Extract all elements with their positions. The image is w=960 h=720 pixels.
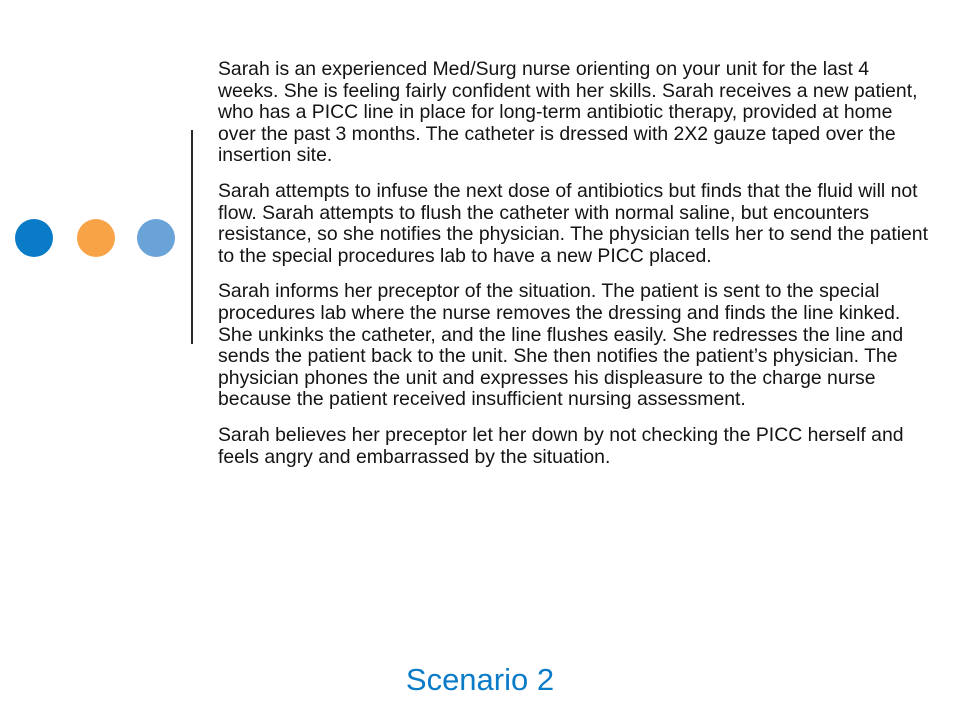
- scenario-body: [218, 59, 930, 482]
- paragraph-1: Sarah is an experienced Med/Surg nurse orienting on your unit for the last 4 weeks. She is feeling fairly confident with her skills. Sarah receives a new patient, who has a PICC line in place for long-term antibiotic therapy, provided at home over the past 3 months. The catheter is dressed with 2X2 gauze taped over the insertion site.: [218, 58, 918, 167]
- paragraph-4: Sarah believes her preceptor let her down by not checking the PICC herself and feels angry and embarrassed by the situation.: [218, 423, 904, 468]
- scenario-title: Scenario 2: [405, 662, 555, 697]
- paragraph-3: Sarah informs her preceptor of the situation. The patient is sent to the special procedures lab where the nurse removes the dressing and finds the line kinked. She unkinks the catheter, and the line flushes easily. She redresses the line and sends the patient back to the unit. She then notifies the patient’s physician. The physician phones the unit and expresses his displeasure to the charge nurse because the patient received insufficient nursing assessment.: [218, 280, 904, 411]
- paragraph-2: Sarah attempts to infuse the next dose of antibiotics but finds that the fluid will not flow. Sarah attempts to flush the catheter with normal saline, but encounters resistance, so she notifies the physician. The physician tells her to send the patient to the special procedures lab to have a new PICC placed.: [218, 179, 928, 267]
- vertical-divider: [191, 130, 193, 344]
- decorative-dot-blue: [15, 219, 53, 257]
- decorative-dot-light-blue: [137, 219, 175, 257]
- decorative-dot-orange: [77, 219, 115, 257]
